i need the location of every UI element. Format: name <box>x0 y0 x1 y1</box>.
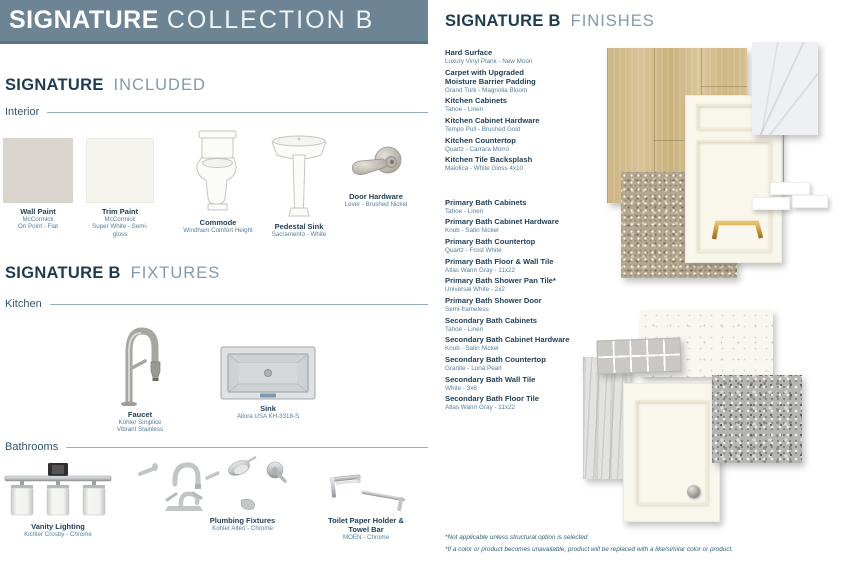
finish-item-title: Kitchen Cabinets <box>445 96 508 106</box>
finish-item-subtitle: White - 3x6 <box>445 384 477 392</box>
section-label: Bathrooms <box>5 441 59 453</box>
finish-item-subtitle: Tahoe - Linen <box>445 207 484 215</box>
gold-pull-hardware <box>708 214 766 244</box>
finish-item <box>445 336 605 352</box>
product-card-vanity-lighting <box>2 462 114 538</box>
product-title: Towel Bar <box>348 525 384 534</box>
product-subtitle: McCormick <box>22 216 54 223</box>
product-subtitle: McCormick <box>104 216 136 223</box>
section-label: Interior <box>5 106 40 118</box>
heading-bold: SIGNATURE B <box>445 12 561 30</box>
section-divider <box>66 447 428 448</box>
finish-item <box>445 376 605 392</box>
product-title: Trim Paint <box>101 207 139 216</box>
section-interior <box>5 106 428 118</box>
finish-item-subtitle: Tahoe - Linen <box>445 106 484 114</box>
finish-item <box>445 277 605 293</box>
finish-item-subtitle: Maiolica - White Gloss 4x10 <box>445 165 524 173</box>
product-title: Sink <box>260 404 276 413</box>
subway-tile-swatch <box>792 195 828 208</box>
vanity-light-image <box>3 462 113 518</box>
granite-luna-pearl-swatch <box>712 375 802 463</box>
heading-signature-b-finishes <box>445 12 655 31</box>
finish-item-title: Secondary Bath Floor Tile <box>445 394 539 404</box>
finish-item <box>445 317 605 333</box>
finish-item <box>445 69 605 94</box>
finish-item-subtitle: Atlas Warm Gray - 11x22 <box>445 266 515 274</box>
toilet-image <box>186 128 250 214</box>
product-subtitle: Super White - Semi-gloss <box>92 223 148 238</box>
finish-item-title: Primary Bath Cabinet Hardware <box>445 217 559 227</box>
product-card-kitchen-faucet <box>108 318 172 434</box>
finish-item <box>445 218 605 234</box>
section-bathrooms <box>5 441 428 453</box>
finish-item-title: Carpet with Upgraded <box>445 67 524 77</box>
door-lever-image <box>346 144 406 188</box>
finish-item-subtitle: Quartz - Carrara Morro <box>445 145 510 153</box>
heading-light: FIXTURES <box>130 264 221 282</box>
finish-item-subtitle: Granite - Luna Pearl <box>445 365 502 373</box>
product-card-tp-holder <box>320 466 412 541</box>
kitchen-faucet-image <box>115 318 165 406</box>
finish-item-title: Secondary Bath Wall Tile <box>445 374 536 384</box>
product-subtitle: Kohler Alteo - Chrome <box>212 525 273 532</box>
finish-item <box>445 156 605 172</box>
product-card-pedestal-sink <box>262 130 336 238</box>
product-subtitle: Sacramento - White <box>271 231 327 238</box>
heading-light: FINISHES <box>570 12 655 30</box>
subway-tile-swatch <box>770 182 810 195</box>
heading-signature-b-fixtures <box>5 264 220 283</box>
bath-cabinet-door-swatch <box>623 383 720 522</box>
product-card-plumbing-fixtures <box>137 454 289 532</box>
quartz-carrara-swatch <box>752 42 818 135</box>
heading-bold: SIGNATURE B <box>5 264 121 282</box>
wall-paint-swatch <box>3 138 73 203</box>
finish-item <box>445 297 605 313</box>
product-title: Faucet <box>127 410 153 419</box>
product-title: Door Hardware <box>349 192 403 201</box>
banner-title-bold: SIGNATURE <box>9 6 159 34</box>
finish-item-title: Primary Bath Floor & Wall Tile <box>445 256 554 266</box>
product-card-commode <box>180 128 256 234</box>
product-subtitle: On Point - Flat <box>18 223 58 231</box>
finish-item <box>445 356 605 372</box>
finish-item-title: Kitchen Cabinet Hardware <box>445 116 540 126</box>
finish-item-subtitle: Universal White - 2x2 <box>445 286 505 294</box>
product-title: Toilet Paper Holder & <box>328 516 404 525</box>
finish-item-title: Primary Bath Cabinets <box>445 197 527 207</box>
finish-item-subtitle: Knob - Satin Nickel <box>445 227 499 235</box>
finish-item-title: Secondary Bath Countertop <box>445 355 546 365</box>
product-subtitle: Kohler Simplice <box>118 419 162 426</box>
finish-item <box>445 395 605 411</box>
product-subtitle: Kichler Crosby - Chrome <box>24 531 92 538</box>
product-subtitle: Allora USA KH-3318-S <box>236 413 300 420</box>
finish-item <box>445 137 605 153</box>
finish-item-subtitle: Quartz - Frost White <box>445 246 502 254</box>
finish-item-subtitle: Semi-frameless <box>445 305 489 313</box>
finish-item-title: Kitchen Countertop <box>445 135 516 145</box>
finish-item-subtitle: Tempo Pull - Brushed Gold <box>445 125 521 133</box>
heading-bold: SIGNATURE <box>5 76 104 94</box>
section-divider <box>47 112 428 113</box>
product-subtitle: MOEN - Chrome <box>342 534 390 541</box>
finish-item-title-line2: Moisture Barrier Padding <box>445 76 536 86</box>
footnote: *If a color or product becomes unavailable, product will be replaced with a like/similar color or product. <box>445 546 734 553</box>
finish-item-subtitle: Atlas Warm Gray - 11x22 <box>445 404 515 412</box>
finish-item-title: Hard Surface <box>445 48 493 57</box>
finishes-list <box>445 49 605 415</box>
product-card-trim-paint <box>86 138 154 238</box>
product-title: Pedestal Sink <box>274 222 324 231</box>
pedestal-sink-image <box>268 130 330 218</box>
finish-item <box>445 97 605 113</box>
finish-item <box>445 258 605 274</box>
finish-item-subtitle: Grand Turk - Magnolia Bloom <box>445 86 528 94</box>
finish-item <box>445 238 605 254</box>
product-subtitle: Lever - Brushed Nickel <box>344 201 408 208</box>
kitchen-sink-image <box>220 346 316 400</box>
product-title: Vanity Lighting <box>31 522 85 531</box>
product-subtitle: Vibrant Stainless <box>116 426 164 434</box>
product-title: Plumbing Fixtures <box>209 516 276 525</box>
finish-item-subtitle: Tahoe - Linen <box>445 325 484 333</box>
product-title: Wall Paint <box>20 207 56 216</box>
banner-title-light: COLLECTION B <box>166 6 375 34</box>
product-card-kitchen-sink <box>216 346 320 420</box>
product-card-door-hardware <box>340 144 412 208</box>
heading-signature-included <box>5 76 206 95</box>
heading-light: INCLUDED <box>113 76 206 94</box>
section-kitchen <box>5 298 428 310</box>
finish-item <box>445 49 605 65</box>
finish-item-title: Primary Bath Countertop <box>445 236 536 246</box>
shower-pan-mosaic-swatch <box>596 338 681 375</box>
product-card-wall-paint <box>3 138 73 231</box>
finish-item-title: Secondary Bath Cabinet Hardware <box>445 335 570 345</box>
section-label: Kitchen <box>5 298 42 310</box>
finish-item-title: Primary Bath Shower Door <box>445 296 542 306</box>
collection-banner <box>0 0 428 44</box>
footnote: *Not applicable unless structural option is selected <box>445 534 588 541</box>
finish-item-title: Secondary Bath Cabinets <box>445 315 537 325</box>
subway-tile-swatch <box>752 197 790 210</box>
finish-item-title: Primary Bath Shower Pan Tile* <box>445 276 556 286</box>
finish-item-title: Kitchen Tile Backsplash <box>445 155 533 165</box>
satin-nickel-knob <box>687 485 700 498</box>
product-subtitle: Windham Comfort Height <box>183 227 253 234</box>
section-divider <box>50 304 428 305</box>
product-title: Commode <box>199 218 237 227</box>
finish-item-subtitle: Luxury Vinyl Plank - New Moon <box>445 57 533 65</box>
finish-item <box>445 199 605 215</box>
tp-holder-towel-bar-image <box>323 466 409 512</box>
trim-paint-swatch <box>86 138 154 203</box>
plumbing-fixtures-image <box>137 454 289 516</box>
finish-item-subtitle: Knob - Satin Nickel <box>445 345 499 353</box>
finish-item <box>445 117 605 133</box>
